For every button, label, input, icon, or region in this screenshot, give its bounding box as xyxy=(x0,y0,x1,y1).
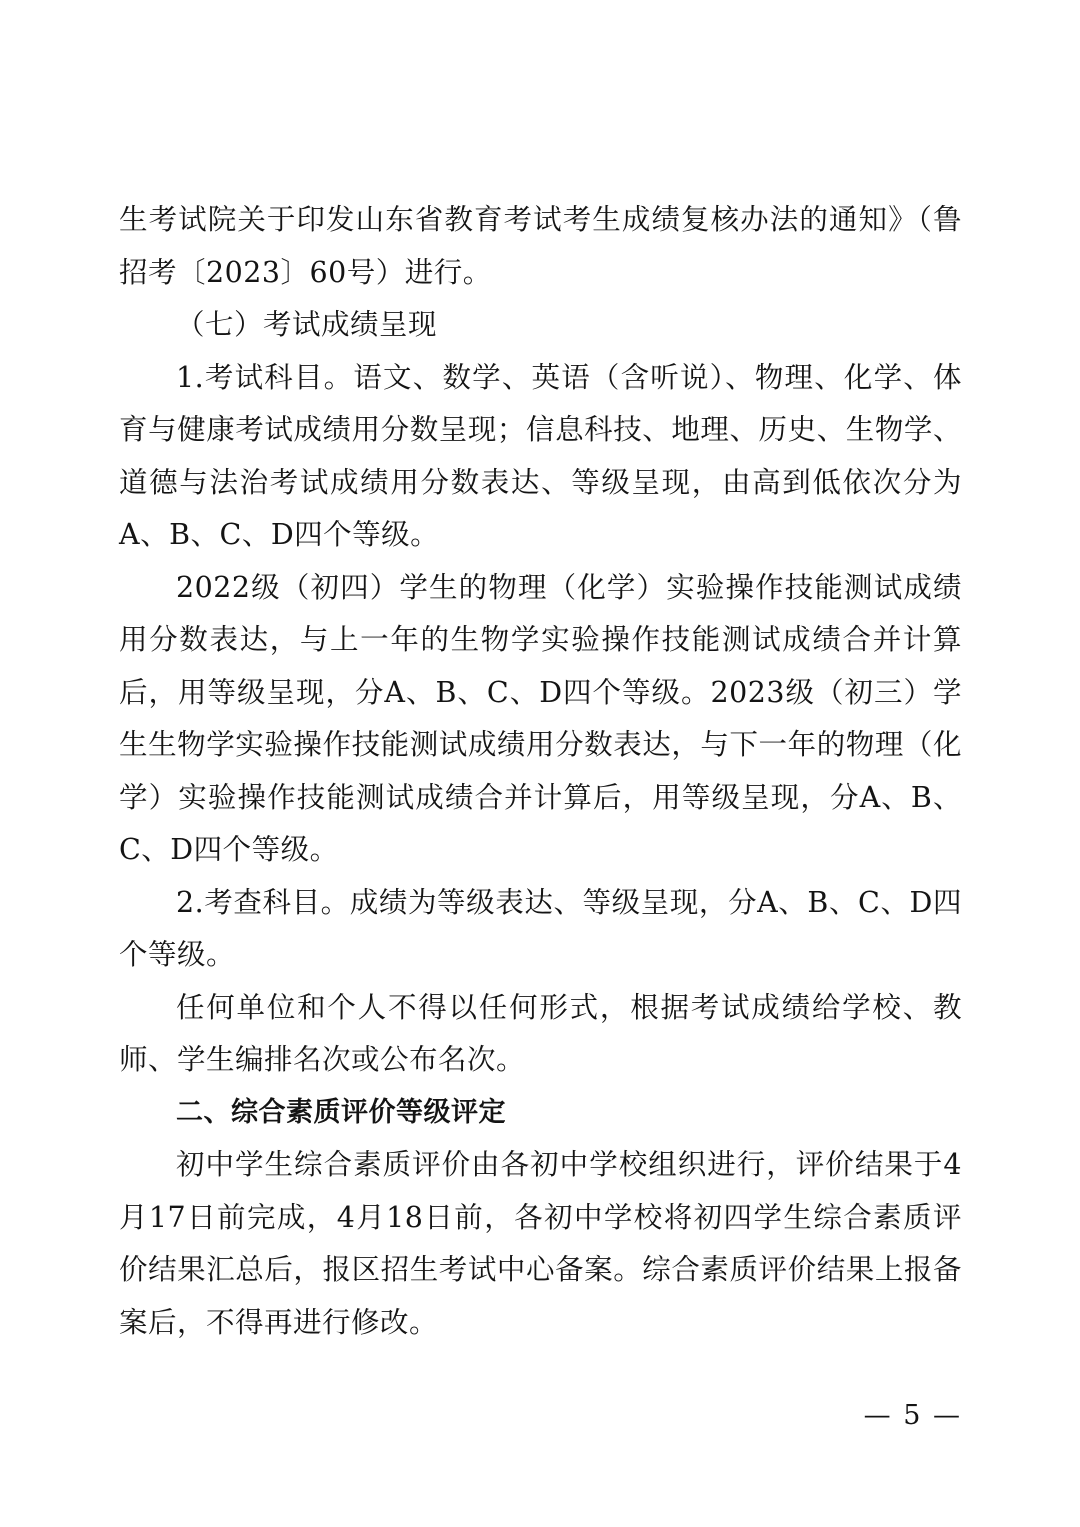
paragraph-continuation: 生考试院关于印发山东省教育考试考生成绩复核办法的通知》（鲁招考〔2023〕60号）进行。 xyxy=(119,203,962,289)
paragraph-lab-skills: 2022级（初四）学生的物理（化学）实验操作技能测试成绩用分数表达，与上一年的生物学实验操作技能测试成绩合并计算后，用等级呈现，分A、B、C、D四个等级。2023级（初三）学生生物学实验操作技能测试成绩用分数表达，与下一年的物理（化学）实验操作技能测试成绩合并计算后，用等级呈现，分A、B、C、D四个等级。 xyxy=(119,570,962,866)
paragraph-check-subjects: 2.考查科目。成绩为等级表达、等级呈现，分A、B、C、D四个等级。 xyxy=(119,885,962,971)
paragraph-evaluation-process: 初中学生综合素质评价由各初中学校组织进行，评价结果于4月17日前完成，4月18日前，各初中学校将初四学生综合素质评价结果汇总后，报区招生考试中心备案。综合素质评价结果上报备案后，不得再进行修改。 xyxy=(119,1148,962,1339)
paragraph-ranking-prohibition: 任何单位和个人不得以任何形式，根据考试成绩给学校、教师、学生编排名次或公布名次。 xyxy=(119,990,962,1076)
section-heading-score-presentation: （七）考试成绩呈现 xyxy=(176,308,438,341)
paragraph-exam-subjects: 1.考试科目。语文、数学、英语（含听说）、物理、化学、体育与健康考试成绩用分数呈现；信息科技、地理、历史、生物学、道德与法治考试成绩用分数表达、等级呈现，由高到低依次分为A、B、C、D四个等级。 xyxy=(119,360,962,551)
section-heading-comprehensive-evaluation: 二、综合素质评价等级评定 xyxy=(176,1096,506,1128)
document-body xyxy=(119,194,962,1349)
page-number: — 5 — xyxy=(863,1400,962,1431)
